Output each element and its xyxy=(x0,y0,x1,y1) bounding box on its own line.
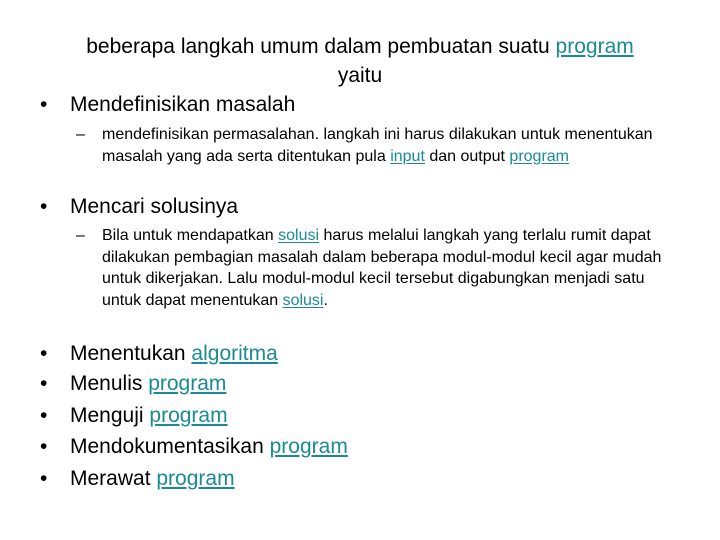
bullet-icon: • xyxy=(40,93,48,116)
bullet-icon: • xyxy=(40,467,48,490)
list-item-write xyxy=(40,369,226,399)
list-item-text: Mencari solusinya xyxy=(70,195,239,218)
list-item-text: Menentukan xyxy=(70,342,192,365)
list-item-find-solution xyxy=(40,192,238,222)
list-item-test xyxy=(40,401,228,431)
sub-text-part: . xyxy=(323,291,328,309)
sub-item-text xyxy=(102,124,686,167)
slide-title xyxy=(40,32,680,90)
solusi-link[interactable]: solusi xyxy=(282,291,324,309)
sub-text-part: Bila untuk mendapatkan xyxy=(102,227,279,244)
program-link[interactable]: program xyxy=(509,147,569,165)
bullet-icon: • xyxy=(40,195,48,218)
sub-text-part: harus melalui langkah yang terlalu rumit dapat dilakukan pembagian masalah dalam beberapa modul-modul kecil agar mudah untuk dikerjakan. Lalu modul-modul kecil tersebut digabungkan menjadi satu untuk dapat menentukan xyxy=(102,227,662,309)
program-link[interactable]: program xyxy=(149,404,228,427)
sub-item-text xyxy=(102,225,686,311)
title-text: beberapa langkah umum dalam pembuatan suatu xyxy=(86,35,556,58)
list-item-text: Merawat xyxy=(70,467,157,490)
bullet-icon: • xyxy=(40,342,48,365)
bullet-icon: • xyxy=(40,404,48,427)
list-item-text: Mendefinisikan masalah xyxy=(70,93,296,116)
solusi-link[interactable]: solusi xyxy=(278,227,320,244)
list-item-algorithm xyxy=(40,339,278,369)
list-item-text: Mendokumentasikan xyxy=(70,435,270,458)
list-item-document xyxy=(40,432,348,462)
sub-item-define-problem xyxy=(76,124,686,167)
list-item-text: Menulis xyxy=(70,372,149,395)
title-program-link[interactable]: program xyxy=(555,35,634,58)
program-link[interactable]: program xyxy=(148,372,227,395)
input-link[interactable]: input xyxy=(390,147,425,165)
list-item-define-problem xyxy=(40,90,295,120)
sub-text-part: mendefinisikan permasalahan. langkah ini harus dilakukan untuk menentukan masalah yang ada serta ditentukan pula xyxy=(102,126,653,165)
algoritma-link[interactable]: algoritma xyxy=(191,342,278,365)
list-item-maintain xyxy=(40,464,235,494)
bullet-icon: • xyxy=(40,435,48,458)
title-text-line2: yaitu xyxy=(337,64,383,87)
dash-icon: – xyxy=(76,227,85,244)
bullet-icon: • xyxy=(40,372,48,395)
dash-icon: – xyxy=(76,126,85,143)
program-link[interactable]: program xyxy=(156,467,235,490)
sub-text-part: dan output xyxy=(424,147,510,165)
sub-item-find-solution xyxy=(76,225,686,311)
program-link[interactable]: program xyxy=(269,435,348,458)
list-item-text: Menguji xyxy=(70,404,150,427)
